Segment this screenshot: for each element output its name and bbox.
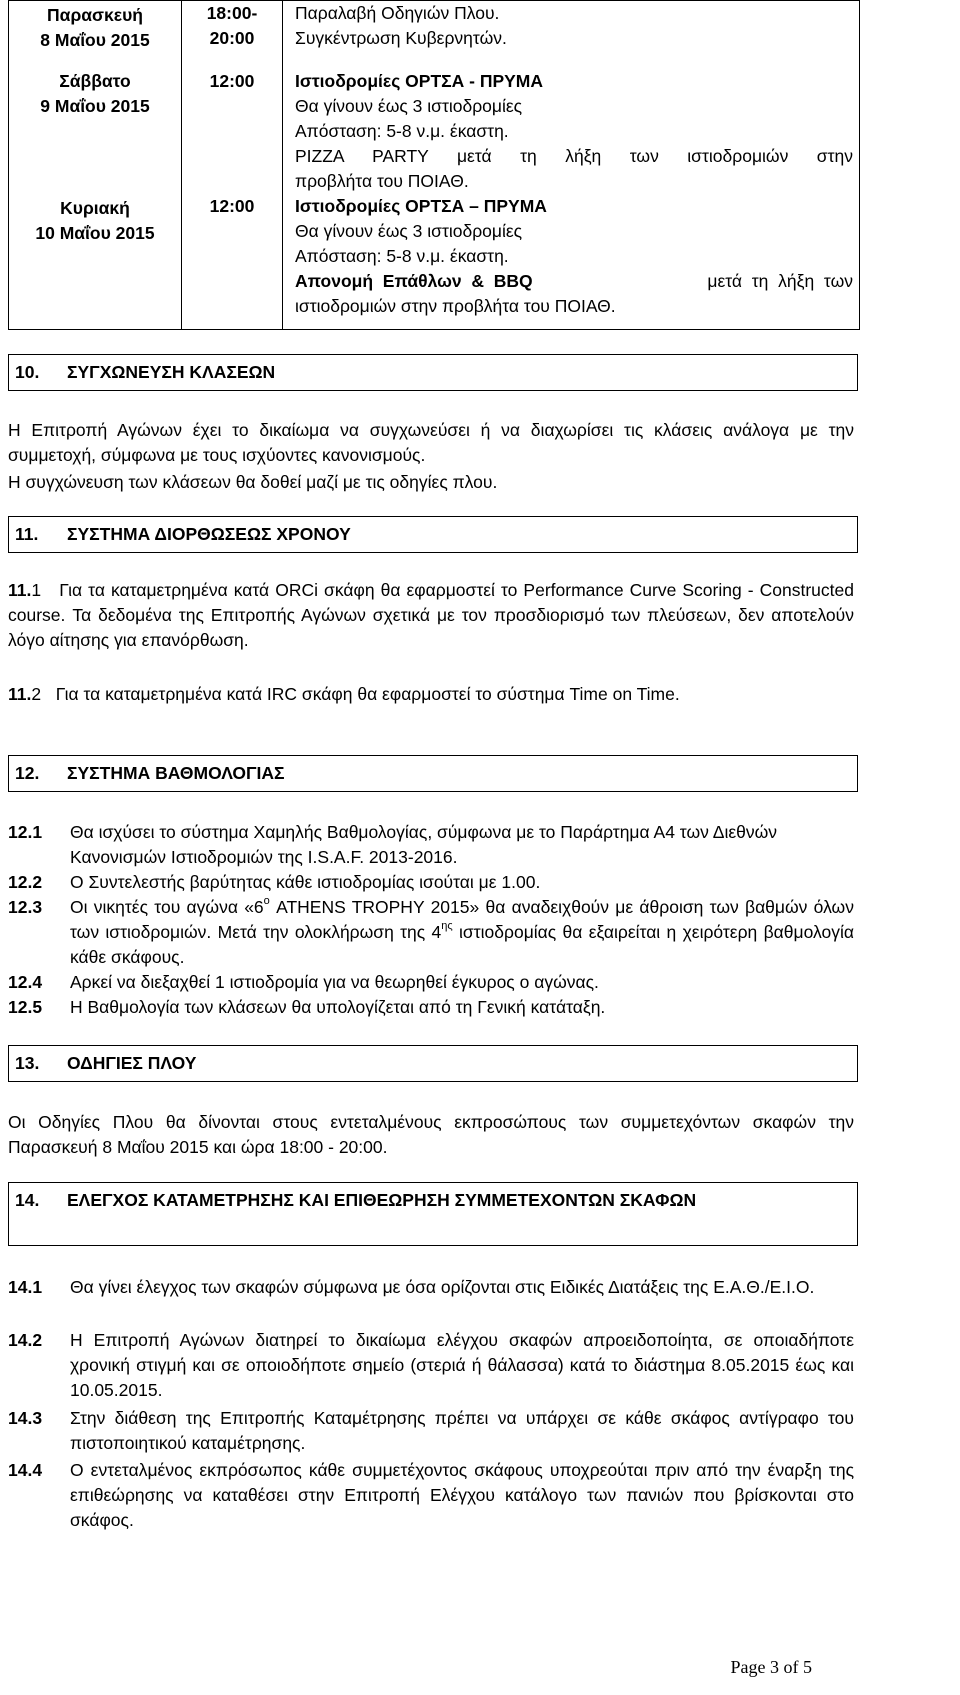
item-text: Ο εντεταλμένος εκπρόσωπος κάθε συμμετέχοντος σκάφους υποχρεούται πριν από την έναρξη της επιθεώρησης να καταθέσει στην Επιτροπή Ελέγχου κατάλογο των πανιών που βρίσκονται στο σκάφος. xyxy=(70,1460,854,1530)
schedule-row xyxy=(9,61,860,194)
schedule-line: Θα γίνουν έως 3 ιστιοδρομίες xyxy=(295,220,523,241)
schedule-day-cell xyxy=(9,194,182,330)
item-number: 12.1 xyxy=(8,822,43,842)
item-number: 12.2 xyxy=(8,872,43,892)
item-text: Για τα καταμετρημένα κατά ORCi σκάφη θα εφαρμοστεί το Performance Curve Scoring - Constructed course. xyxy=(8,580,854,625)
schedule-time-cell xyxy=(182,1,283,61)
section-12-item xyxy=(8,895,854,970)
section-title: ΕΛΕΓΧΟΣ ΚΑΤΑΜΕΤΡΗΣΗΣ ΚΑΙ ΕΠΙΘΕΩΡΗΣΗ ΣΥΜΜΕΤΕΧΟΝΤΩΝ ΣΚΑΦΩΝ xyxy=(67,1190,697,1210)
section-11-heading xyxy=(8,516,858,553)
section-11-item-2 xyxy=(8,682,854,707)
schedule-time: 12:00 xyxy=(209,70,255,91)
item-text-c: ιστιοδρομίας θα εξαιρείται η χειρότερη βαθμολογία κάθε σκάφους. xyxy=(70,922,854,967)
section-13-paragraph: Οι Οδηγίες Πλου θα δίνονται στους εντεταλμένους εκπροσώπους των συμμετεχόντων σκαφών την Παρασκευή 8 Μαΐου 2015 και ώρα 18:00 - 20:00. xyxy=(8,1112,854,1157)
schedule-line: προβλήτα του ΠΟΙΑΘ. xyxy=(295,170,469,191)
schedule-day-cell xyxy=(9,1,182,61)
schedule-day-cell xyxy=(9,61,182,194)
section-title: ΣΥΣΤΗΜΑ ΒΑΘΜΟΛΟΓΙΑΣ xyxy=(67,763,285,783)
schedule-date: 9 Μαΐου 2015 xyxy=(40,95,150,116)
schedule-line: Συγκέντρωση Κυβερνητών. xyxy=(295,28,507,48)
schedule-date: 8 Μαΐου 2015 xyxy=(40,30,150,50)
schedule-day: Παρασκευή xyxy=(47,5,143,25)
page-number-footer: Page 3 of 5 xyxy=(730,1657,812,1677)
item-text-b: ATHENS TROPHY 2015» θα αναδειχθούν με άθροιση των βαθμών όλων των ιστιοδρομιών. Μετά την ολοκλήρωση της 4 xyxy=(70,897,854,942)
item-number: 11. xyxy=(8,580,32,600)
section-12-item xyxy=(8,995,854,1020)
item-number: 14.3 xyxy=(8,1408,43,1428)
schedule-time-cell xyxy=(182,194,283,330)
section-number: 10. xyxy=(15,362,40,382)
schedule-line: PIZZA PARTY μετά τη λήξη των ιστιοδρομιών στην xyxy=(295,145,853,166)
section-title: ΣΥΓΧΩΝΕΥΣΗ ΚΛΑΣΕΩΝ xyxy=(67,362,276,382)
schedule-time: 12:00 xyxy=(209,195,255,216)
item-text: Ο Συντελεστής βαρύτητας κάθε ιστιοδρομίας ισούται με 1.00. xyxy=(70,872,541,892)
section-title: ΣΥΣΤΗΜΑ ΔΙΟΡΘΩΣΕΩΣ ΧΡΟΝΟΥ xyxy=(67,524,351,544)
item-number: 14.4 xyxy=(8,1460,43,1480)
schedule-line: Παραλαβή Οδηγιών Πλου. xyxy=(295,3,500,23)
schedule-line: Ιστιοδρομίες ΟΡΤΣΑ – ΠΡΥΜΑ xyxy=(295,195,547,216)
section-number: 14. xyxy=(15,1190,40,1210)
section-13-heading xyxy=(8,1045,858,1082)
item-text: Η Επιτροπή Αγώνων διατηρεί το δικαίωμα ελέγχου σκαφών απροειδοποίητα, σε οποιαδήποτε χρονική στιγμή και σε οποιοδήποτε σημείο (στεριά ή θάλασσα) κατά το διάστημα 8.05.2015 έως και 10.05.2015. xyxy=(70,1330,854,1400)
item-number-sub: 2 xyxy=(31,684,42,704)
section-10-heading xyxy=(8,354,858,391)
item-text xyxy=(70,895,854,970)
section-number: 11. xyxy=(15,524,39,544)
section-10-paragraph: Η Επιτροπή Αγώνων έχει το δικαίωμα να συγχωνεύσει ή να διαχωρίσει τις κλάσεις ανάλογα με την συμμετοχή, σύμφωνα με τους ισχύοντες κανονισμούς. xyxy=(8,420,854,465)
section-14-item xyxy=(8,1458,854,1533)
schedule-time: 18:00- xyxy=(206,3,258,23)
section-number: 12. xyxy=(15,763,40,783)
section-14-item xyxy=(8,1328,854,1403)
section-12-item xyxy=(8,970,854,995)
section-10-paragraph-2: Η συγχώνευση των κλάσεων θα δοθεί μαζί με τις οδηγίες πλου. xyxy=(8,472,498,492)
schedule-award-bold: Απονομή Επάθλων & BBQ xyxy=(295,270,533,291)
schedule-desc-cell xyxy=(283,194,860,330)
item-number: 12.3 xyxy=(8,897,43,917)
section-number: 13. xyxy=(15,1053,40,1073)
item-number: 14.1 xyxy=(8,1277,43,1297)
schedule-line: ιστιοδρομιών στην προβλήτα του ΠΟΙΑΘ. xyxy=(295,295,616,316)
schedule-desc-cell xyxy=(283,1,860,61)
schedule-day: Κυριακή xyxy=(60,197,130,218)
item-text: Θα ισχύσει το σύστημα Χαμηλής Βαθμολογίας, σύμφωνα με το Παράρτημα Α4 των Διεθνών Κανονισμών Ιστιοδρομιών της I.S.A.F. 2013-2016. xyxy=(70,822,778,867)
schedule-award-line xyxy=(295,269,853,294)
item-text-2: Τα δεδομένα της Επιτροπής Αγώνων σχετικά με τον προσδιορισμό των πλεύσεων, δεν αποτελούν λόγο αίτησης για επανόρθωση. xyxy=(8,605,854,650)
section-title: ΟΔΗΓΙΕΣ ΠΛΟΥ xyxy=(67,1053,197,1073)
item-text: Για τα καταμετρημένα κατά IRC σκάφη θα εφαρμοστεί το σύστημα Time on Time. xyxy=(55,684,680,704)
section-12-item xyxy=(8,870,854,895)
item-text: Στην διάθεση της Επιτροπής Καταμέτρησης πρέπει να υπάρχει σε κάθε σκάφος αντίγραφο του πιστοποιητικού καταμέτρησης. xyxy=(70,1408,854,1453)
schedule-desc-cell xyxy=(283,61,860,194)
section-14-item xyxy=(8,1406,854,1456)
item-text-a: Οι νικητές του αγώνα «6 xyxy=(70,897,264,917)
item-number: 14.2 xyxy=(8,1330,43,1350)
schedule-date: 10 Μαΐου 2015 xyxy=(35,222,155,243)
item-number: 12.4 xyxy=(8,972,43,992)
schedule-award-rest: μετά τη λήξη των xyxy=(707,270,853,291)
superscript: ο xyxy=(263,895,270,907)
item-number-sub: 1 xyxy=(31,580,42,600)
superscript: ης xyxy=(441,920,453,932)
schedule-row xyxy=(9,194,860,330)
schedule-time-cell xyxy=(182,61,283,194)
item-text: Θα γίνει έλεγχος των σκαφών σύμφωνα με όσα ορίζονται στις Ειδικές Διατάξεις της Ε.Α.Θ./Ε.Ι.Ο. xyxy=(70,1277,815,1297)
item-number: 11. xyxy=(8,684,32,704)
section-12-heading xyxy=(8,755,858,792)
section-12-item xyxy=(8,820,854,870)
schedule-row xyxy=(9,1,860,61)
item-number: 12.5 xyxy=(8,997,43,1017)
schedule-time-end: 20:00 xyxy=(209,28,255,48)
section-14-heading xyxy=(8,1182,858,1246)
item-text: Αρκεί να διεξαχθεί 1 ιστιοδρομία για να θεωρηθεί έγκυρος ο αγώνας. xyxy=(70,972,599,992)
schedule-line: Ιστιοδρομίες ΟΡΤΣΑ - ΠΡΥΜΑ xyxy=(295,70,544,91)
schedule-table xyxy=(8,0,860,330)
section-14-item xyxy=(8,1275,854,1300)
item-text: Η Βαθμολογία των κλάσεων θα υπολογίζεται από τη Γενική κατάταξη. xyxy=(70,997,606,1017)
schedule-day: Σάββατο xyxy=(59,70,131,91)
schedule-line: Απόσταση: 5-8 ν.μ. έκαστη. xyxy=(295,245,509,266)
schedule-line: Θα γίνουν έως 3 ιστιοδρομίες xyxy=(295,95,523,116)
section-11-item-1 xyxy=(8,578,854,653)
schedule-line: Απόσταση: 5-8 ν.μ. έκαστη. xyxy=(295,120,509,141)
